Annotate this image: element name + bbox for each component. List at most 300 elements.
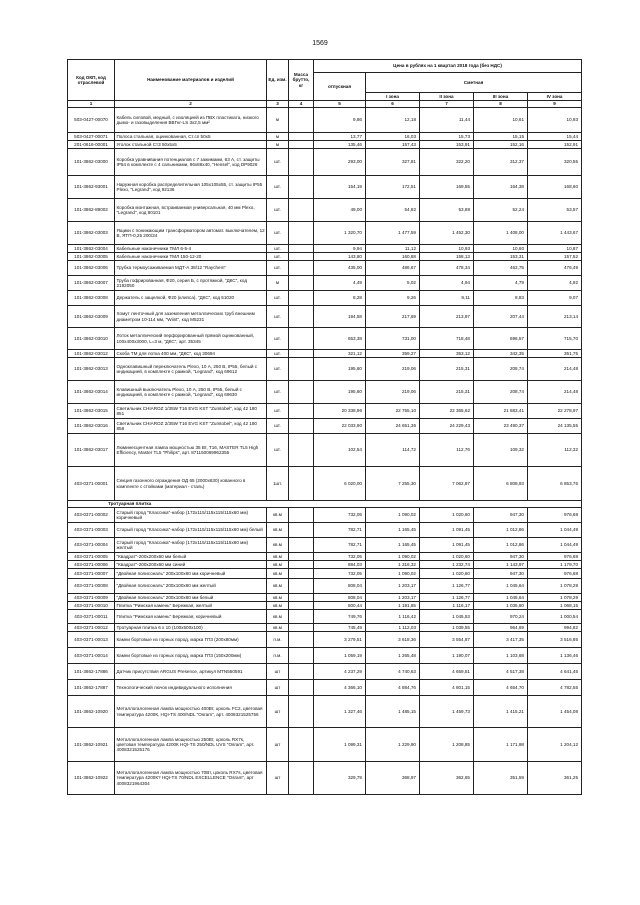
row-unit: кв.м	[267, 594, 289, 602]
row-zone2-price: 4,94	[420, 276, 474, 291]
row-zone3-price: 696,57	[474, 328, 528, 350]
row-mass	[289, 664, 314, 680]
row-unit: кв.м	[267, 538, 289, 553]
row-code: 403-0371-00008	[68, 579, 115, 594]
price-table	[67, 59, 582, 795]
row-name: Камни бортовые из горных пород, марка ГП3 (200х80мм)	[115, 632, 267, 648]
row-zone4-price: 1 136,46	[528, 648, 582, 664]
row-zone2-price: 7 062,97	[420, 467, 474, 501]
row-name: "Двойная полисональ" 200х100х60 мм желтый	[115, 579, 267, 594]
row-mass	[289, 133, 314, 141]
row-mass	[289, 253, 314, 261]
row-code: 101-3862-03013	[68, 358, 115, 381]
table-row	[68, 199, 582, 222]
row-zone2-price: 112,76	[420, 434, 474, 467]
row-unit: м	[267, 108, 289, 133]
table-row	[68, 358, 582, 381]
row-zone2-price: 1 039,55	[420, 624, 474, 632]
row-name: Уголок стальной Ст3 50х5х5	[115, 141, 267, 149]
row-zone1-price: 16,03	[366, 133, 420, 141]
row-unit: шт.	[267, 253, 289, 261]
row-zone1-price: 219,06	[366, 381, 420, 404]
row-code: 403-0371-00002	[68, 508, 115, 523]
row-zone1-price: 1 265,48	[366, 648, 420, 664]
row-zone3-price: 1 415,21	[474, 696, 528, 728]
row-zone4-price: 320,55	[528, 149, 582, 176]
row-unit: шт	[267, 664, 289, 680]
row-zone3-price: 21 683,41	[474, 404, 528, 419]
table-row	[68, 508, 582, 523]
row-zone1-price: 359,27	[366, 350, 420, 358]
row-zone3-price: 208,74	[474, 381, 528, 404]
row-mass	[289, 350, 314, 358]
row-code: 503-0427-00070	[68, 108, 115, 133]
row-zone3-price: 153,31	[474, 253, 528, 261]
table-row	[68, 108, 582, 133]
row-code: 503-0427-00071	[68, 133, 115, 141]
row-release-price: 321,12	[314, 350, 366, 358]
row-zone4-price: 22 278,97	[528, 404, 582, 419]
table-row	[68, 261, 582, 276]
row-unit: шт.	[267, 291, 289, 306]
row-release-price: 732,05	[314, 569, 366, 579]
row-name: Кабельные наконечники ТМЛ 6-5-4	[115, 245, 267, 253]
table-row	[68, 141, 582, 149]
row-zone1-price: 1 203,17	[366, 579, 420, 594]
table-row	[68, 762, 582, 795]
row-zone3-price: 1 012,86	[474, 523, 528, 538]
row-zone1-price: 5,02	[366, 276, 420, 291]
row-release-price: 1 099,31	[314, 728, 366, 762]
row-release-price: 745,49	[314, 624, 366, 632]
row-zone4-price: 53,57	[528, 199, 582, 222]
table-row	[68, 404, 582, 419]
row-mass	[289, 610, 314, 624]
row-unit: шт.	[267, 176, 289, 199]
column-number: 6	[366, 101, 420, 108]
row-release-price: 8,28	[314, 291, 366, 306]
row-zone1-price: 1 191,85	[366, 602, 420, 610]
row-name: Люминесцентная лампа мощностью 35 Вт, Т16, MASTER TL5 High Efficiency, Master TL5 "Philips", арт. 871150069962355	[115, 434, 267, 467]
row-zone2-price: 3 554,87	[420, 632, 474, 648]
row-zone1-price: 9,26	[366, 291, 420, 306]
row-zone2-price: 169,55	[420, 176, 474, 199]
row-zone4-price: 715,70	[528, 328, 582, 350]
row-zone2-price: 53,88	[420, 199, 474, 222]
row-unit: п.м.	[267, 632, 289, 648]
row-zone4-price: 976,68	[528, 569, 582, 579]
row-zone3-price: 10,60	[474, 245, 528, 253]
row-zone1-price: 1 229,90	[366, 728, 420, 762]
row-unit: кв.м	[267, 508, 289, 523]
table-row	[68, 632, 582, 648]
row-zone3-price: 947,30	[474, 569, 528, 579]
row-mass	[289, 624, 314, 632]
column-number: 3	[267, 101, 289, 108]
row-zone1-price: 12,18	[366, 108, 420, 133]
row-mass	[289, 176, 314, 199]
row-zone2-price: 24 229,43	[420, 419, 474, 434]
row-zone3-price: 10,61	[474, 108, 528, 133]
row-unit: м	[267, 276, 289, 291]
row-unit: кв.м	[267, 569, 289, 579]
row-zone2-price: 4 801,15	[420, 680, 474, 696]
table-row	[68, 594, 582, 602]
row-zone4-price: 6 853,76	[528, 467, 582, 501]
row-zone2-price: 153,91	[420, 141, 474, 149]
row-unit: кв.м	[267, 523, 289, 538]
row-release-price: 13,77	[314, 133, 366, 141]
row-zone3-price: 164,38	[474, 176, 528, 199]
row-zone4-price: 1 078,29	[528, 594, 582, 602]
row-zone4-price: 476,49	[528, 261, 582, 276]
table-row	[68, 176, 582, 199]
row-code: 101-3862-89002	[68, 199, 115, 222]
row-zone2-price: 4 659,51	[420, 664, 474, 680]
row-zone4-price: 1 179,70	[528, 561, 582, 569]
header-name: Наименование материалов и изделий	[115, 60, 267, 101]
row-code: 403-0371-00005	[68, 553, 115, 561]
header-estimate: Сметная	[366, 73, 582, 93]
row-zone4-price: 10,87	[528, 245, 582, 253]
row-zone3-price: 342,35	[474, 350, 528, 358]
row-mass	[289, 291, 314, 306]
row-unit: шт.	[267, 306, 289, 328]
row-code: 101-3862-17887	[68, 680, 115, 696]
header-release: отпускная	[314, 73, 366, 101]
row-zone2-price: 1 232,74	[420, 561, 474, 569]
row-code: 101-3862-03005	[68, 253, 115, 261]
row-mass	[289, 199, 314, 222]
row-zone2-price: 362,65	[420, 762, 474, 795]
row-unit: кв.м	[267, 610, 289, 624]
row-unit: шт.	[267, 328, 289, 350]
row-zone1-price: 4 884,76	[366, 680, 420, 696]
row-zone4-price: 4 641,45	[528, 664, 582, 680]
table-row	[68, 253, 582, 261]
row-zone4-price: 9,07	[528, 291, 582, 306]
row-zone3-price: 23 490,37	[474, 419, 528, 434]
row-unit: шт.	[267, 222, 289, 245]
row-zone1-price: 1 116,42	[366, 610, 420, 624]
row-zone4-price: 976,68	[528, 508, 582, 523]
row-zone1-price: 7 255,30	[366, 467, 420, 501]
row-code: 101-3862-03004	[68, 245, 115, 253]
row-code: 403-0371-00012	[68, 624, 115, 632]
row-code: 101-3862-10922	[68, 762, 115, 795]
row-zone2-price: 1 020,60	[420, 508, 474, 523]
row-zone1-price: 1 090,02	[366, 553, 420, 561]
row-unit: шт.	[267, 358, 289, 381]
row-release-price: 293,00	[314, 149, 366, 176]
row-zone3-price: 4 517,38	[474, 664, 528, 680]
row-code: 403-0371-00013	[68, 632, 115, 648]
row-zone4-price: 3 516,85	[528, 632, 582, 648]
row-zone1-price: 1 477,59	[366, 222, 420, 245]
table-row	[68, 696, 582, 728]
row-code: 403-0371-00004	[68, 538, 115, 553]
row-code: 403-0371-00003	[68, 523, 115, 538]
row-mass	[289, 434, 314, 467]
row-code: 101-3862-03017	[68, 434, 115, 467]
row-code: 403-0371-00014	[68, 648, 115, 664]
row-code: 101-3862-10920	[68, 696, 115, 728]
row-release-price: 49,00	[314, 199, 366, 222]
table-row	[68, 538, 582, 553]
row-name: Старый город "Классика"-набор (172х115/115х115/115х60 мм) белый	[115, 523, 267, 538]
row-zone4-price: 4 782,55	[528, 680, 582, 696]
row-unit: шт.	[267, 261, 289, 276]
row-zone4-price: 24 135,55	[528, 419, 582, 434]
row-release-price: 732,05	[314, 508, 366, 523]
row-zone1-price: 1 316,32	[366, 561, 420, 569]
row-name: Плитка "Римская камень" Бережкая, коричневый	[115, 610, 267, 624]
row-zone3-price: 1 045,64	[474, 579, 528, 594]
row-zone2-price: 478,34	[420, 261, 474, 276]
table-row	[68, 381, 582, 404]
row-name: Старый город "Классика"-набор (172х115/115х115/115х60 мм) коричневый	[115, 508, 267, 523]
header-zone1: I зона	[366, 93, 420, 101]
row-release-price: 435,00	[314, 261, 366, 276]
row-unit: м	[267, 133, 289, 141]
row-release-price: 195,60	[314, 381, 366, 404]
row-code: 403-0371-00001	[68, 467, 115, 501]
column-number: 5	[314, 101, 366, 108]
row-mass	[289, 602, 314, 610]
row-zone4-price: 112,32	[528, 434, 582, 467]
row-zone2-price: 1 020,60	[420, 553, 474, 561]
row-zone1-price: 11,12	[366, 245, 420, 253]
table-row	[68, 350, 582, 358]
row-zone1-price: 1 485,15	[366, 696, 420, 728]
row-mass	[289, 594, 314, 602]
row-name: Старый город "Классика"-набор (172х115/115х115/115х60 мм) желтый	[115, 538, 267, 553]
table-row	[68, 434, 582, 467]
row-zone3-price: 207,44	[474, 306, 528, 328]
row-name: Металлогалогенная лампа мощностью 250Вт, цоколь RX7s, цветовая температура 4200К HQI-TS 250/NDL UVS "Osram", арт. 4008321525176	[115, 728, 267, 762]
row-zone4-price: 15,44	[528, 133, 582, 141]
row-code: 403-0371-00007	[68, 569, 115, 579]
row-code: 403-0371-00011	[68, 610, 115, 624]
row-unit: кв.м	[267, 553, 289, 561]
row-name: Датчик присутствия ARGUS Presence, артикул MTN550591	[115, 664, 267, 680]
row-unit: шт	[267, 680, 289, 696]
row-name: Наружная коробка распределительная 105х105х55, ст. защиты IP55 Plexo, "Legrand", код 92136	[115, 176, 267, 199]
row-mass	[289, 141, 314, 149]
column-number: 7	[420, 101, 474, 108]
row-zone2-price: 213,97	[420, 306, 474, 328]
header-code: Код ОКП, код отраслевой	[68, 60, 115, 101]
row-release-price: 4 366,10	[314, 680, 366, 696]
row-code: 101-3862-03010	[68, 328, 115, 350]
column-number: 1	[68, 101, 115, 108]
header-mass: Масса брутто, кг	[289, 60, 314, 101]
row-code: 101-3862-03008	[68, 291, 115, 306]
row-mass	[289, 467, 314, 501]
row-release-price: 782,71	[314, 523, 366, 538]
row-name: Плитка "Римская камень" Бережкая, желтый	[115, 602, 267, 610]
row-zone2-price: 718,48	[420, 328, 474, 350]
table-row	[68, 523, 582, 538]
row-unit: шт.	[267, 404, 289, 419]
row-zone3-price: 109,32	[474, 434, 528, 467]
row-mass	[289, 728, 314, 762]
row-mass	[289, 245, 314, 253]
row-unit: шт.	[267, 149, 289, 176]
row-zone2-price: 1 045,53	[420, 610, 474, 624]
row-release-price: 732,05	[314, 553, 366, 561]
row-release-price: 800,44	[314, 602, 366, 610]
row-zone2-price: 15,73	[420, 133, 474, 141]
row-name: "Двойная полисональ" 200х100х60 мм коричневый	[115, 569, 267, 579]
header-unit: Ед. изм.	[267, 60, 289, 101]
row-name: Лоток металлический перфорированный прямой оцинкованный, 100х400х3000, L=3 м, "ДКС", арт. 35345	[115, 328, 267, 350]
row-zone3-price: 208,74	[474, 358, 528, 381]
row-zone1-price: 1 112,03	[366, 624, 420, 632]
row-zone4-price: 1 000,54	[528, 610, 582, 624]
row-name: Секция газонного ограждения ОД 65 (2000х630) кованного в комплекте с стойками (материал - сталь)	[115, 467, 267, 501]
row-mass	[289, 108, 314, 133]
row-zone1-price: 1 203,17	[366, 594, 420, 602]
row-name: Коробка монтажная, встраиваемая универсальная, 40 мм Plexo, "Legrand", код 80101	[115, 199, 267, 222]
row-zone3-price: 947,30	[474, 508, 528, 523]
row-mass	[289, 149, 314, 176]
row-zone3-price: 463,75	[474, 261, 528, 276]
row-code: 101-3862-03012	[68, 350, 115, 358]
row-unit: шт.	[267, 350, 289, 358]
row-zone1-price: 219,06	[366, 358, 420, 381]
table-row	[68, 602, 582, 610]
row-zone4-price: 351,75	[528, 350, 582, 358]
row-release-price: 154,19	[314, 176, 366, 199]
row-name: Светильник CHIAROZ 1/35W T16 EVG KST "Zumtobel", код 42 180 851	[115, 404, 267, 419]
row-zone1-price: 1 165,45	[366, 523, 420, 538]
row-zone4-price: 976,68	[528, 553, 582, 561]
row-unit: м	[267, 141, 289, 149]
row-zone4-price: 168,60	[528, 176, 582, 199]
row-release-price: 4 237,29	[314, 664, 366, 680]
row-release-price: 194,58	[314, 306, 366, 328]
row-zone3-price: 1 171,98	[474, 728, 528, 762]
row-release-price: 6 020,00	[314, 467, 366, 501]
row-release-price: 329,79	[314, 762, 366, 795]
column-number: 9	[528, 101, 582, 108]
row-name: Клавишный выключатель Plexo, 10 А, 250 В, IP55, белый с индикацией, в комплекте с рамкой, "Legrand", код 69630	[115, 381, 267, 404]
row-code: 201-0616-00001	[68, 141, 115, 149]
row-zone3-price: 312,37	[474, 149, 528, 176]
row-name: Светильник CHIAROZ 2/35W T16 EVG KST "Zumtobel", код 42 180 858	[115, 419, 267, 434]
row-code: 403-0371-00010	[68, 602, 115, 610]
row-release-price: 3 279,51	[314, 632, 366, 648]
row-mass	[289, 696, 314, 728]
row-unit: кв.м	[267, 602, 289, 610]
row-mass	[289, 538, 314, 553]
row-code: 403-0371-00006	[68, 561, 115, 569]
row-release-price: 808,04	[314, 579, 366, 594]
row-zone1-price: 114,72	[366, 434, 420, 467]
table-row	[68, 306, 582, 328]
row-zone1-price: 1 090,02	[366, 569, 420, 579]
row-code: 101-3862-03003	[68, 222, 115, 245]
table-row	[68, 328, 582, 350]
row-zone1-price: 157,43	[366, 141, 420, 149]
row-release-price: 9,86	[314, 108, 366, 133]
row-name: Полоса стальная, оцинкованная, Ст.сп 50х5	[115, 133, 267, 141]
row-name: Кабельные наконечники ТМЛ 150-12-20	[115, 253, 267, 261]
table-row	[68, 561, 582, 569]
table-row	[68, 553, 582, 561]
row-unit: шт	[267, 696, 289, 728]
section-row	[68, 501, 582, 508]
row-zone4-price: 214,48	[528, 381, 582, 404]
row-release-price: 143,80	[314, 253, 366, 261]
row-zone2-price: 1 126,77	[420, 594, 474, 602]
row-zone2-price: 1 459,73	[420, 696, 474, 728]
row-zone3-price: 1 045,64	[474, 594, 528, 602]
row-zone4-price: 1 068,15	[528, 602, 582, 610]
row-zone4-price: 157,52	[528, 253, 582, 261]
row-release-price: 102,54	[314, 434, 366, 467]
row-zone1-price: 327,81	[366, 149, 420, 176]
row-zone4-price: 994,82	[528, 624, 582, 632]
column-number: 2	[115, 101, 267, 108]
row-zone2-price: 215,31	[420, 358, 474, 381]
row-mass	[289, 276, 314, 291]
row-release-price: 808,04	[314, 594, 366, 602]
table-row	[68, 624, 582, 632]
row-zone4-price: 152,91	[528, 141, 582, 149]
row-name: Хомут ленточный для заземления металлических труб внешним диаметром 10-114 мм, "Wiint", код M5231	[115, 306, 267, 328]
row-zone3-price: 1 012,86	[474, 538, 528, 553]
row-name: Коробка уравнивания потенциалов с 7 зажимами, 63 А, ст. защиты IP54 в комплекте с 4 сальниками, 86х86х40, "Hensel", код DP9026	[115, 149, 267, 176]
row-mass	[289, 404, 314, 419]
row-zone3-price: 152,16	[474, 141, 528, 149]
column-number: 4	[289, 101, 314, 108]
header-zone2: II зона	[420, 93, 474, 101]
row-release-price: 20 338,96	[314, 404, 366, 419]
table-row	[68, 222, 582, 245]
row-code: 101-3862-10921	[68, 728, 115, 762]
table-row	[68, 419, 582, 434]
table-row	[68, 291, 582, 306]
row-zone1-price: 368,97	[366, 762, 420, 795]
row-unit: 1шт.	[267, 467, 289, 501]
row-mass	[289, 553, 314, 561]
row-zone2-price: 1 190,07	[420, 648, 474, 664]
row-name: "Двойная полисональ" 200х100х60 мм белый	[115, 594, 267, 602]
page-number: 1569	[312, 40, 328, 47]
row-name: Трубка термоусаживаемая МДТ-А 38/12 "Raychem"	[115, 261, 267, 276]
row-mass	[289, 306, 314, 328]
row-name: Ящики с понижающим трансформатором автомат. выключателем, 12 В, ЯТП-0,25 200/24	[115, 222, 267, 245]
row-mass	[289, 419, 314, 434]
table-row	[68, 610, 582, 624]
table-row	[68, 467, 582, 501]
row-zone1-price: 731,00	[366, 328, 420, 350]
row-unit: кв.м	[267, 561, 289, 569]
row-unit: шт.	[267, 245, 289, 253]
table-row	[68, 276, 582, 291]
row-zone1-price: 486,67	[366, 261, 420, 276]
row-code: 101-3862-03014	[68, 381, 115, 404]
row-zone3-price: 3 417,35	[474, 632, 528, 648]
row-mass	[289, 648, 314, 664]
row-zone1-price: 54,82	[366, 199, 420, 222]
row-zone2-price: 22 365,62	[420, 404, 474, 419]
row-code: 101-3862-03006	[68, 261, 115, 276]
row-unit: кв.м	[267, 579, 289, 594]
row-zone1-price: 24 651,36	[366, 419, 420, 434]
